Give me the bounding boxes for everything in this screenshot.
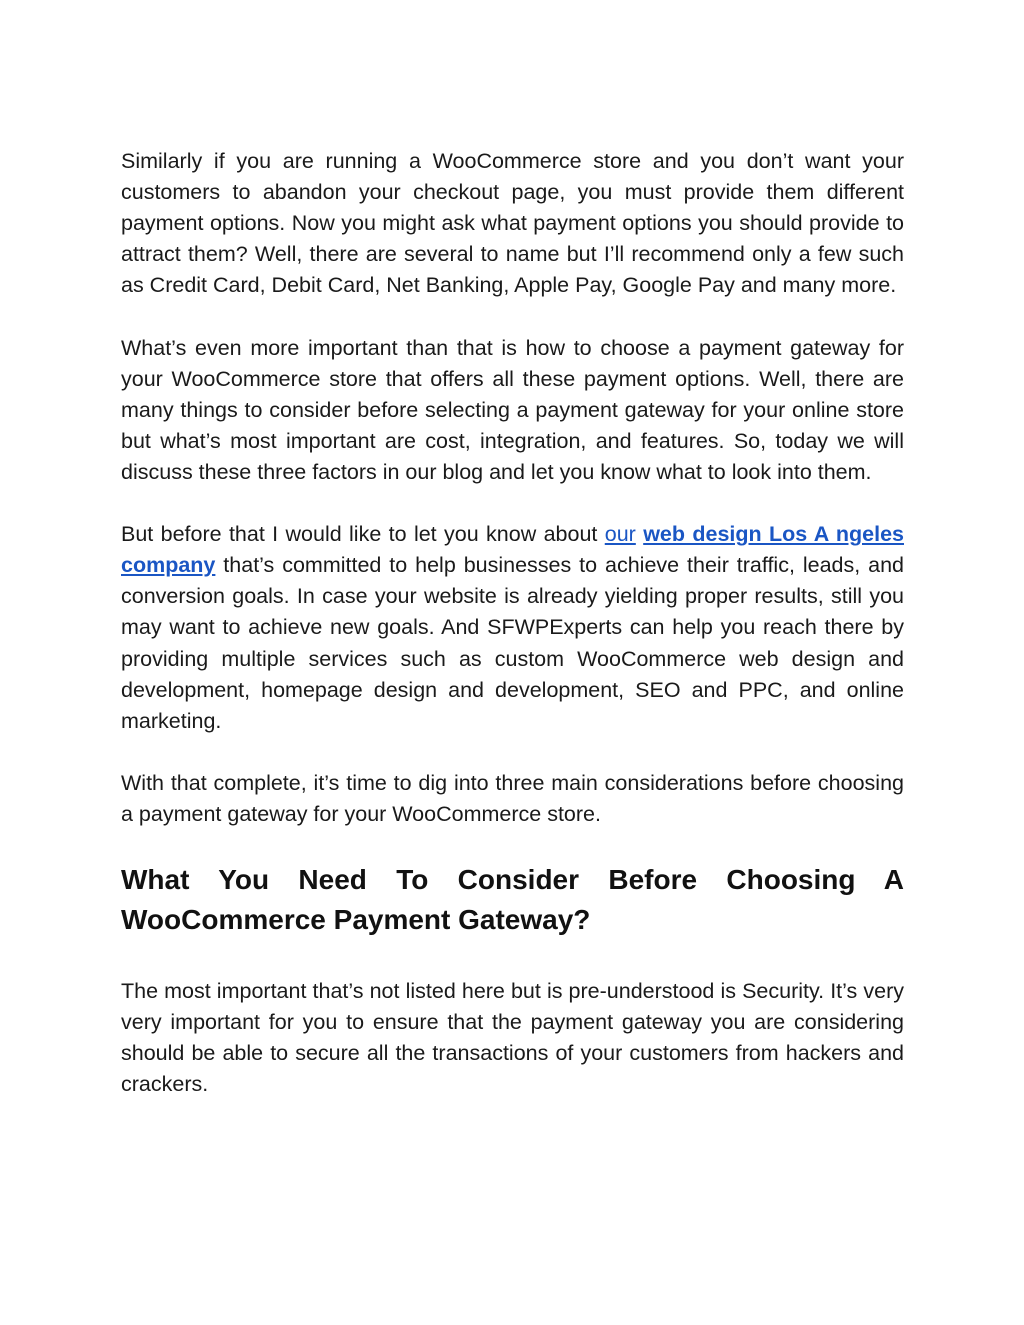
our-link[interactable]: our [604,522,636,547]
web-design-los-angeles-link[interactable]: web design Los A ngeles company [121,522,904,578]
paragraph-lead-text: But before that I would like to let you know about [121,522,605,547]
paragraph-transition: With that complete, it’s time to dig into three main considerations before choosing a payment gateway for your WooCommerce store. [121,770,904,826]
document-page [121,146,904,1132]
paragraph-payment-options: Similarly if you are running a WooCommerce store and you don’t want your customers to abandon your checkout page, you must provide them different payment options. Now you might ask what payment options you should provide to attract them? Well, there are several to name but I’ll recommend only a few such as Credit Card, Debit Card, Net Banking, Apple Pay, Google Pay and many more. [121,149,904,298]
paragraph-rest-text: that’s committed to help businesses to achieve their traffic, leads, and conversion goals. In case your website is already yielding proper results, still you may want to achieve new goals. And SFWPExperts can help you reach there by providing multiple services such as custom WooCommerce web design and development, homepage design and development, SEO and PPC, and online marketing. [121,553,904,733]
section-heading: What You Need To Consider Before Choosing A WooCommerce Payment Gateway? [121,864,904,936]
paragraph-security: The most important that’s not listed here but is pre-understood is Security. It’s very very important for you to ensure that the payment gateway you are considering should be able to secure all the transactions of your customers from hackers and crackers. [121,979,904,1097]
paragraph-choose-gateway: What’s even more important than that is how to choose a payment gateway for your WooCommerce store that offers all these payment options. Well, there are many things to consider before selecting a payment gateway for your online store but what’s most important are cost, integration, and features. So, today we will discuss these three factors in our blog and let you know what to look into them. [121,335,904,484]
paragraph-web-design-company [121,519,904,737]
